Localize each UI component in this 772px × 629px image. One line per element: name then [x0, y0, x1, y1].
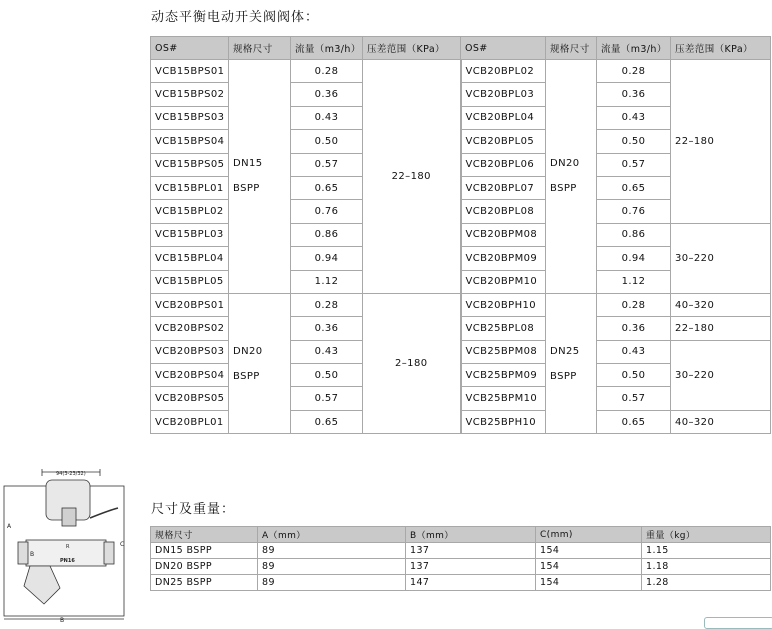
- dims-b: 137: [406, 543, 536, 559]
- os-cell: VCB25BPM10: [461, 387, 546, 410]
- os-cell: VCB15BPL01: [151, 176, 229, 199]
- dims-a: 89: [258, 575, 406, 591]
- flow-cell: 0.50: [291, 130, 363, 153]
- os-cell: VCB25BPM09: [461, 364, 546, 387]
- size-dn: DN20: [550, 158, 580, 170]
- range-cell-left: 2–180: [363, 293, 461, 433]
- dims-header-weight: 重量（kg）: [642, 527, 771, 543]
- header-size-left: 规格尺寸: [229, 37, 291, 60]
- flow-cell: 0.43: [291, 106, 363, 129]
- flow-cell: 0.57: [291, 153, 363, 176]
- dims-header-row: [151, 527, 771, 543]
- flow-cell: 0.65: [291, 176, 363, 199]
- os-cell: VCB20BPL05: [461, 130, 546, 153]
- dims-c: 154: [536, 543, 642, 559]
- dims-table: [150, 526, 771, 591]
- flow-cell: 0.28: [291, 60, 363, 83]
- flow-cell: 0.76: [597, 200, 671, 223]
- dims-header-c: C(mm): [536, 527, 642, 543]
- os-cell: VCB20BPM09: [461, 247, 546, 270]
- os-cell: VCB15BPL05: [151, 270, 229, 293]
- range-cell-right: 30–220: [671, 340, 771, 410]
- os-cell: VCB25BPM08: [461, 340, 546, 363]
- os-cell: VCB20BPL02: [461, 60, 546, 83]
- dims-size: DN15 BSPP: [151, 543, 258, 559]
- size-dn: DN20: [233, 345, 263, 357]
- spec-row: [151, 293, 771, 316]
- valve-dimension-drawing: [0, 468, 135, 623]
- dims-b: 147: [406, 575, 536, 591]
- flow-cell: 0.28: [291, 293, 363, 316]
- dims-header-a: A（mm）: [258, 527, 406, 543]
- header-size-right: 规格尺寸: [546, 37, 597, 60]
- size-thread: BSPP: [550, 183, 577, 195]
- os-cell: VCB20BPL06: [461, 153, 546, 176]
- os-cell: VCB20BPM08: [461, 223, 546, 246]
- dims-row: [151, 559, 771, 575]
- os-cell: VCB20BPS02: [151, 317, 229, 340]
- diagram-label-b-inner: B: [30, 551, 35, 558]
- flow-cell: 0.28: [597, 60, 671, 83]
- flow-cell: 0.50: [597, 130, 671, 153]
- flow-cell: 0.65: [291, 410, 363, 433]
- dims-weight: 1.28: [642, 575, 771, 591]
- diagram-label-b: B: [60, 617, 65, 623]
- range-cell-right: 22–180: [671, 317, 771, 340]
- flow-cell: 0.50: [597, 364, 671, 387]
- size-thread: BSPP: [233, 370, 260, 382]
- size-dn: DN15: [233, 158, 263, 170]
- os-cell: VCB20BPL07: [461, 176, 546, 199]
- flow-cell: 0.65: [597, 410, 671, 433]
- os-cell: VCB15BPL04: [151, 247, 229, 270]
- os-cell: VCB15BPL03: [151, 223, 229, 246]
- os-cell: VCB25BPH10: [461, 410, 546, 433]
- range-cell-right: 40–320: [671, 293, 771, 316]
- header-range-right: 压差范围（KPa）: [671, 37, 771, 60]
- dims-header-b: B（mm）: [406, 527, 536, 543]
- dims-size: DN25 BSPP: [151, 575, 258, 591]
- os-cell: VCB20BPL03: [461, 83, 546, 106]
- flow-cell: 1.12: [597, 270, 671, 293]
- os-cell: VCB15BPS03: [151, 106, 229, 129]
- diagram-label-r: R: [66, 544, 70, 550]
- header-flow-right: 流量（m3/h）: [597, 37, 671, 60]
- flow-cell: 0.43: [291, 340, 363, 363]
- dims-table-title: 尺寸及重量：: [151, 502, 236, 517]
- flow-cell: 0.36: [597, 317, 671, 340]
- os-cell: VCB15BPS02: [151, 83, 229, 106]
- dims-weight: 1.15: [642, 543, 771, 559]
- os-cell: VCB20BPL04: [461, 106, 546, 129]
- spec-table-title: 动态平衡电动开关阀阀体：: [151, 10, 320, 25]
- flow-cell: 0.57: [597, 153, 671, 176]
- diagram-label-c: C: [120, 541, 125, 548]
- flow-cell: 0.94: [597, 247, 671, 270]
- flow-cell: 0.65: [597, 176, 671, 199]
- header-os-left: OS#: [151, 37, 229, 60]
- flow-cell: 0.57: [597, 387, 671, 410]
- flow-cell: 0.36: [291, 83, 363, 106]
- flow-cell: 1.12: [291, 270, 363, 293]
- os-cell: VCB20BPM10: [461, 270, 546, 293]
- flow-cell: 0.36: [291, 317, 363, 340]
- dims-a: 89: [258, 559, 406, 575]
- header-range-left: 压差范围（KPa）: [363, 37, 461, 60]
- dims-row: [151, 575, 771, 591]
- dims-c: 154: [536, 575, 642, 591]
- dims-c: 154: [536, 559, 642, 575]
- size-cell-left: [229, 293, 291, 433]
- flow-cell: 0.86: [597, 223, 671, 246]
- os-cell: VCB20BPS05: [151, 387, 229, 410]
- header-os-right: OS#: [461, 37, 546, 60]
- spec-header-row: [151, 37, 771, 60]
- os-cell: VCB15BPS01: [151, 60, 229, 83]
- range-cell-right: 30–220: [671, 223, 771, 293]
- diagram-label-pn: PN16: [60, 558, 75, 564]
- flow-cell: 0.50: [291, 364, 363, 387]
- flow-cell: 0.86: [291, 223, 363, 246]
- os-cell: VCB20BPS01: [151, 293, 229, 316]
- size-cell-right: [546, 60, 597, 294]
- flow-cell: 0.94: [291, 247, 363, 270]
- flow-cell: 0.76: [291, 200, 363, 223]
- flow-cell: 0.28: [597, 293, 671, 316]
- range-cell-left: 22–180: [363, 60, 461, 294]
- dims-weight: 1.18: [642, 559, 771, 575]
- os-cell: VCB15BPS05: [151, 153, 229, 176]
- size-cell-right: [546, 293, 597, 433]
- diagram-top-dim: 94(3-23/32): [56, 471, 86, 477]
- size-thread: BSPP: [550, 370, 577, 382]
- spec-row: [151, 60, 771, 83]
- os-cell: VCB20BPH10: [461, 293, 546, 316]
- flow-cell: 0.36: [597, 83, 671, 106]
- partial-button[interactable]: [704, 617, 772, 629]
- flow-cell: 0.57: [291, 387, 363, 410]
- flow-cell: 0.43: [597, 106, 671, 129]
- dims-size: DN20 BSPP: [151, 559, 258, 575]
- os-cell: VCB15BPS04: [151, 130, 229, 153]
- header-flow-left: 流量（m3/h）: [291, 37, 363, 60]
- os-cell: VCB20BPS04: [151, 364, 229, 387]
- os-cell: VCB20BPL08: [461, 200, 546, 223]
- dims-a: 89: [258, 543, 406, 559]
- size-dn: DN25: [550, 345, 580, 357]
- size-cell-left: [229, 60, 291, 294]
- os-cell: VCB20BPL01: [151, 410, 229, 433]
- spec-table: [150, 36, 771, 434]
- dims-header-size: 规格尺寸: [151, 527, 258, 543]
- range-cell-right: 40–320: [671, 410, 771, 433]
- diagram-label-a: A: [7, 523, 12, 530]
- range-cell-right: 22–180: [671, 60, 771, 224]
- dims-b: 137: [406, 559, 536, 575]
- os-cell: VCB25BPL08: [461, 317, 546, 340]
- flow-cell: 0.43: [597, 340, 671, 363]
- os-cell: VCB15BPL02: [151, 200, 229, 223]
- dims-row: [151, 543, 771, 559]
- size-thread: BSPP: [233, 183, 260, 195]
- os-cell: VCB20BPS03: [151, 340, 229, 363]
